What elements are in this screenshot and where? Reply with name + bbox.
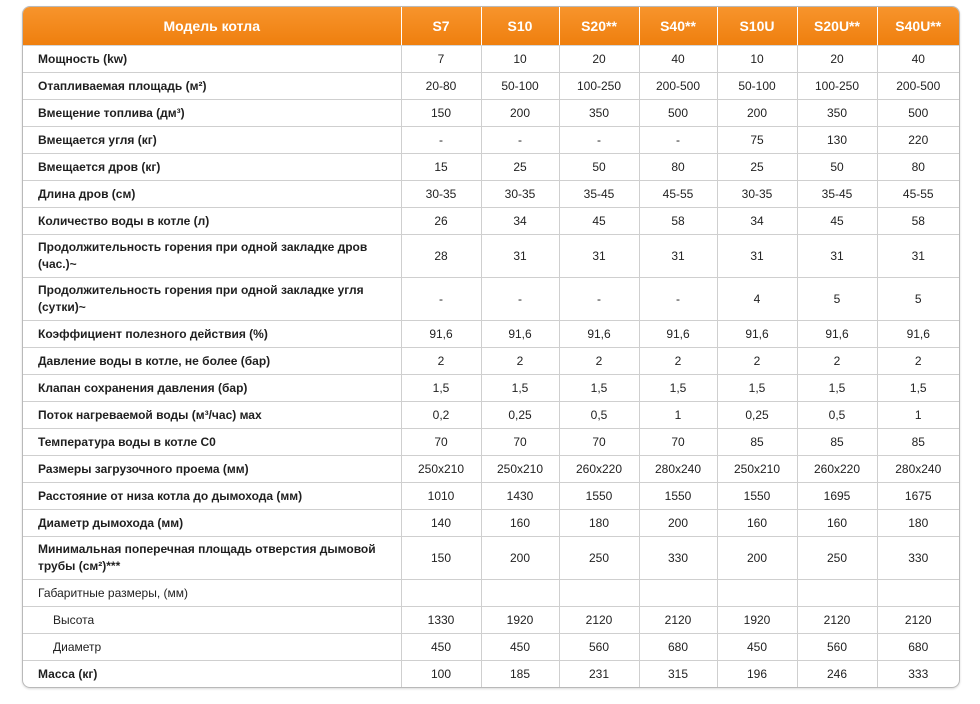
cell-value: 70 (401, 429, 481, 456)
cell-value: 28 (401, 235, 481, 278)
cell-value: 50 (797, 154, 877, 181)
cell-value: 1 (877, 402, 959, 429)
table-row (23, 607, 959, 634)
cell-value: 0,25 (481, 402, 559, 429)
row-label: Масса (кг) (23, 661, 401, 688)
row-label: Длина дров (см) (23, 181, 401, 208)
table-row (23, 661, 959, 688)
cell-value: 0,2 (401, 402, 481, 429)
cell-value: 185 (481, 661, 559, 688)
header-model: S20** (559, 7, 639, 46)
cell-value: 2120 (797, 607, 877, 634)
cell-value: 10 (717, 46, 797, 73)
cell-value: 45-55 (877, 181, 959, 208)
table-row (23, 375, 959, 402)
cell-value: 140 (401, 510, 481, 537)
cell-value: 34 (717, 208, 797, 235)
cell-value: 30-35 (481, 181, 559, 208)
cell-value: 1550 (639, 483, 717, 510)
table-row (23, 537, 959, 580)
cell-value: 1,5 (717, 375, 797, 402)
cell-value: 2120 (877, 607, 959, 634)
row-label: Вмещается угля (кг) (23, 127, 401, 154)
cell-value: 40 (877, 46, 959, 73)
cell-value: - (481, 127, 559, 154)
cell-value: 1920 (481, 607, 559, 634)
row-label: Продолжительность горения при одной закладке дров (час.)~ (23, 235, 401, 278)
row-label: Продолжительность горения при одной закладке угля (сутки)~ (23, 278, 401, 321)
cell-value: 500 (877, 100, 959, 127)
table-row (23, 127, 959, 154)
cell-value: 250x210 (481, 456, 559, 483)
cell-value: 58 (877, 208, 959, 235)
cell-value: 70 (481, 429, 559, 456)
row-label: Габаритные размеры, (мм) (23, 580, 401, 607)
cell-value: 31 (639, 235, 717, 278)
cell-value: 1550 (559, 483, 639, 510)
cell-value: 333 (908, 666, 929, 681)
cell-value: - (481, 278, 559, 321)
cell-value: 1,5 (797, 375, 877, 402)
cell-value (717, 580, 797, 607)
cell-value: 45 (559, 208, 639, 235)
cell-value: 4 (717, 278, 797, 321)
cell-value: 70 (559, 429, 639, 456)
cell-value: 250x210 (717, 456, 797, 483)
cell-value: 70 (639, 429, 717, 456)
cell-value: 80 (877, 154, 959, 181)
cell-value: 1,5 (481, 375, 559, 402)
cell-value: 246 (797, 661, 877, 688)
cell-value: 5 (877, 278, 959, 321)
table-row (23, 510, 959, 537)
table-row (23, 429, 959, 456)
cell-value: 45 (797, 208, 877, 235)
cell-value: 20 (797, 46, 877, 73)
cell-value: 91,6 (639, 321, 717, 348)
header-row (23, 7, 959, 46)
cell-value: 91,6 (481, 321, 559, 348)
row-label: Диаметр дымохода (мм) (23, 510, 401, 537)
cell-value: 2 (639, 348, 717, 375)
boiler-specs-table (23, 7, 959, 687)
cell-value: 250 (559, 537, 639, 580)
cell-value: 200 (717, 537, 797, 580)
table-row (23, 208, 959, 235)
row-label: Отапливаемая площадь (м²) (23, 73, 401, 100)
cell-value: 100-250 (559, 73, 639, 100)
cell-value: 2120 (559, 607, 639, 634)
table-row (23, 154, 959, 181)
cell-value: 250 (797, 537, 877, 580)
cell-value: 1,5 (401, 375, 481, 402)
cell-value (481, 580, 559, 607)
cell-value: 0,25 (717, 402, 797, 429)
cell-value: 85 (797, 429, 877, 456)
cell-value: 1 (639, 402, 717, 429)
cell-value: 1,5 (559, 375, 639, 402)
cell-value: 2 (401, 348, 481, 375)
cell-value: 75 (717, 127, 797, 154)
cell-value: 50-100 (717, 73, 797, 100)
cell-value (797, 580, 877, 607)
specs-table-frame (22, 6, 960, 688)
cell-value: 45-55 (639, 181, 717, 208)
cell-value (401, 580, 481, 607)
cell-value: 30-35 (401, 181, 481, 208)
cell-value: 34 (481, 208, 559, 235)
cell-value: 231 (559, 661, 639, 688)
cell-value: 450 (401, 634, 481, 661)
cell-value: 260x220 (797, 456, 877, 483)
cell-value: 500 (639, 100, 717, 127)
cell-value: 280x240 (877, 456, 959, 483)
cell-value: 31 (559, 235, 639, 278)
cell-value: 180 (559, 510, 639, 537)
row-label: Минимальная поперечная площадь отверстия дымовой трубы (см²)*** (23, 537, 401, 580)
header-model: S20U** (797, 7, 877, 46)
cell-value: 20 (559, 46, 639, 73)
cell-value: 91,6 (717, 321, 797, 348)
cell-value: 200-500 (877, 73, 959, 100)
cell-value: 560 (797, 634, 877, 661)
cell-value: 150 (401, 537, 481, 580)
cell-value: 1695 (797, 483, 877, 510)
cell-value: 330 (877, 537, 959, 580)
cell-value: 31 (877, 235, 959, 278)
table-row (23, 181, 959, 208)
cell-value: 250x210 (401, 456, 481, 483)
cell-value: 1,5 (877, 375, 959, 402)
cell-value: 100-250 (797, 73, 877, 100)
cell-value: 2 (877, 348, 959, 375)
row-label: Расстояние от низа котла до дымохода (мм) (23, 483, 401, 510)
cell-value: - (639, 127, 717, 154)
cell-value: 0,5 (797, 402, 877, 429)
cell-value: 85 (877, 429, 959, 456)
cell-value: 2 (559, 348, 639, 375)
cell-value: 91,6 (401, 321, 481, 348)
cell-value: 5 (797, 278, 877, 321)
cell-value: 30-35 (717, 181, 797, 208)
row-label: Высота (23, 607, 401, 634)
cell-value: 160 (717, 510, 797, 537)
table-row (23, 235, 959, 278)
cell-value: 1330 (401, 607, 481, 634)
table-row (23, 402, 959, 429)
cell-value: 560 (559, 634, 639, 661)
cell-value: 350 (559, 100, 639, 127)
row-label: Вмещение топлива (дм³) (23, 100, 401, 127)
cell-value: 2 (481, 348, 559, 375)
row-label: Мощность (kw) (23, 46, 401, 73)
cell-value: - (639, 278, 717, 321)
cell-value: 31 (481, 235, 559, 278)
header-label: Модель котла (23, 7, 401, 46)
cell-value: 680 (639, 634, 717, 661)
header-model: S10 (481, 7, 559, 46)
cell-value: 50-100 (481, 73, 559, 100)
cell-value: 1920 (717, 607, 797, 634)
cell-value: 160 (481, 510, 559, 537)
cell-value: 40 (639, 46, 717, 73)
cell-value: 0,5 (559, 402, 639, 429)
cell-value: 35-45 (797, 181, 877, 208)
cell-value: 220 (877, 127, 959, 154)
cell-value: 100 (401, 661, 481, 688)
cell-value: 1010 (401, 483, 481, 510)
row-label: Поток нагреваемой воды (м³/час) мах (23, 402, 401, 429)
row-label: Диаметр (23, 634, 401, 661)
cell-value: 330 (639, 537, 717, 580)
row-label: Давление воды в котле, не более (бар) (23, 348, 401, 375)
cell-value: 91,6 (877, 321, 959, 348)
table-row (23, 321, 959, 348)
cell-value: 450 (717, 634, 797, 661)
cell-value: 200 (481, 100, 559, 127)
cell-value (877, 580, 959, 607)
cell-value: 2 (797, 348, 877, 375)
table-row (23, 580, 959, 607)
cell-value: 200-500 (639, 73, 717, 100)
cell-value: 1550 (717, 483, 797, 510)
cell-value: 7 (401, 46, 481, 73)
row-label: Вмещается дров (кг) (23, 154, 401, 181)
row-label: Размеры загрузочного проема (мм) (23, 456, 401, 483)
cell-value: - (401, 127, 481, 154)
row-label: Клапан сохранения давления (бар) (23, 375, 401, 402)
cell-value: 450 (481, 634, 559, 661)
table-row (23, 456, 959, 483)
cell-value: 2120 (639, 607, 717, 634)
cell-value: 26 (401, 208, 481, 235)
cell-value: 260x220 (559, 456, 639, 483)
header-model: S7 (401, 7, 481, 46)
cell-value: 91,6 (797, 321, 877, 348)
cell-value: 200 (481, 537, 559, 580)
header-model: S10U (717, 7, 797, 46)
cell-value: 130 (797, 127, 877, 154)
cell-value: 150 (401, 100, 481, 127)
cell-value: 180 (877, 510, 959, 537)
cell-value: 80 (639, 154, 717, 181)
header-model: S40** (639, 7, 717, 46)
cell-value: 200 (639, 510, 717, 537)
table-row (23, 46, 959, 73)
cell-value: 50 (559, 154, 639, 181)
cell-value: - (559, 127, 639, 154)
cell-value: 20-80 (401, 73, 481, 100)
cell-value: 10 (481, 46, 559, 73)
row-label: Количество воды в котле (л) (23, 208, 401, 235)
cell-value: 1675 (877, 483, 959, 510)
cell-value: 280x240 (639, 456, 717, 483)
cell-value: 35-45 (559, 181, 639, 208)
cell-value: 2 (717, 348, 797, 375)
cell-value: 31 (717, 235, 797, 278)
row-label: Коэффициент полезного действия (%) (23, 321, 401, 348)
table-row (23, 348, 959, 375)
cell-value: 200 (717, 100, 797, 127)
cell-value: 25 (717, 154, 797, 181)
cell-value: 680 (877, 634, 959, 661)
cell-value: 15 (401, 154, 481, 181)
cell-value: 1,5 (639, 375, 717, 402)
cell-value: 160 (797, 510, 877, 537)
cell-value: 91,6 (559, 321, 639, 348)
table-row (23, 278, 959, 321)
table-row (23, 483, 959, 510)
cell-value: 350 (797, 100, 877, 127)
table-row (23, 73, 959, 100)
cell-value: 31 (797, 235, 877, 278)
cell-value: 58 (639, 208, 717, 235)
cell-value (639, 580, 717, 607)
cell-value: - (401, 278, 481, 321)
row-label: Температура воды в котле С0 (23, 429, 401, 456)
cell-value: 1430 (481, 483, 559, 510)
table-row (23, 100, 959, 127)
table-row (23, 634, 959, 661)
cell-value: 196 (717, 661, 797, 688)
cell-value: 25 (481, 154, 559, 181)
cell-value: 315 (639, 661, 717, 688)
header-model: S40U** (877, 7, 959, 46)
table-body (23, 46, 959, 688)
cell-value: 85 (717, 429, 797, 456)
cell-value (559, 580, 639, 607)
cell-value: - (559, 278, 639, 321)
